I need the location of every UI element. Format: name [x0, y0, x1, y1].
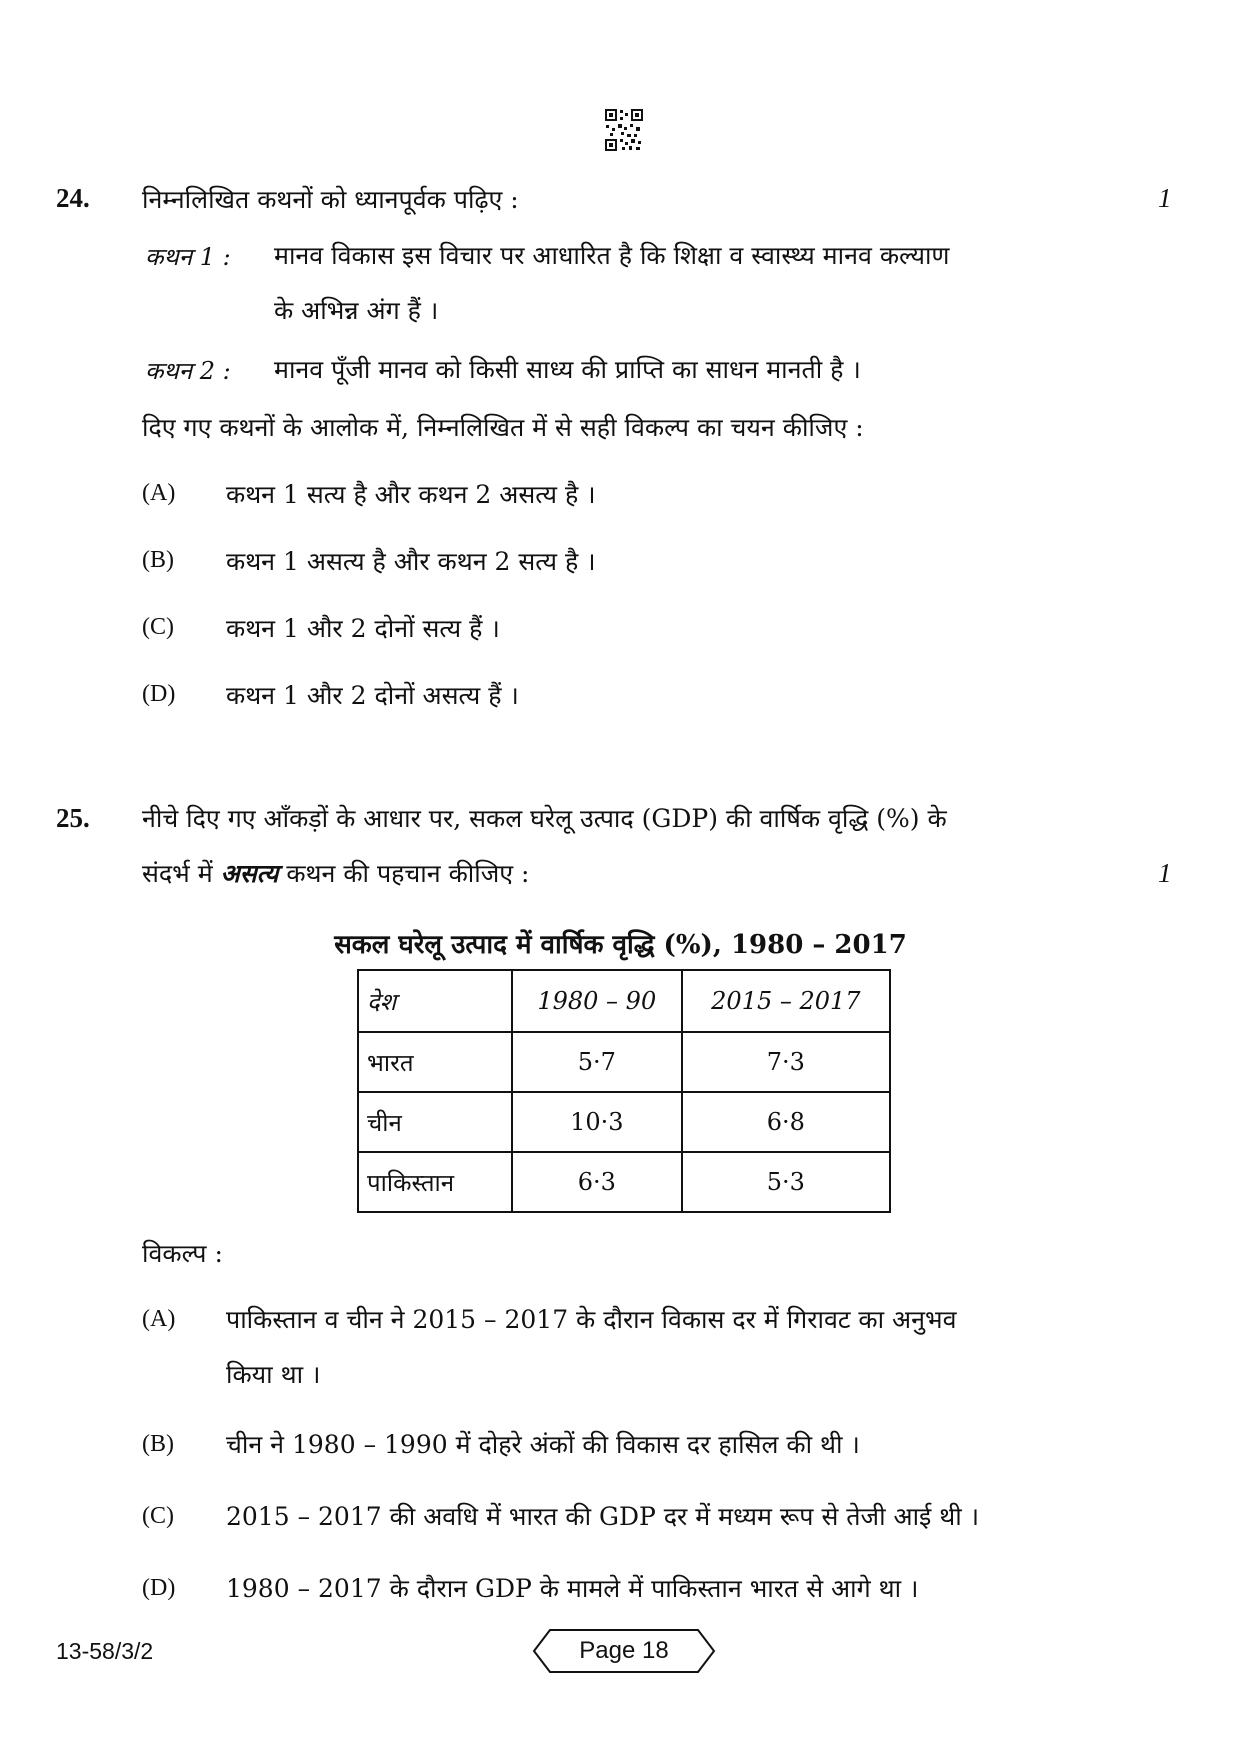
question-number: 24. — [56, 183, 90, 213]
option-a-text[interactable]: कथन 1 सत्य है और कथन 2 असत्य है । — [226, 480, 596, 509]
option-d-text[interactable]: 1980 – 2017 के दौरान GDP के मामले में पाकिस्तान भारत से आगे था । — [226, 1574, 919, 1603]
statement-2-text: मानव पूँजी मानव को किसी साध्य की प्राप्ति का साधन मानती है । — [274, 355, 861, 384]
option-b-text[interactable]: चीन ने 1980 – 1990 में दोहरे अंकों की विकास दर हासिल की थी । — [226, 1430, 860, 1459]
qr-code-icon — [604, 108, 644, 152]
paper-code: 13-58/3/2 — [56, 1638, 154, 1664]
table-cell: 6·8 — [682, 1092, 890, 1152]
question-stem: निम्नलिखित कथनों को ध्यानपूर्वक पढ़िए : — [142, 185, 519, 214]
option-c-label[interactable]: (C) — [142, 614, 174, 640]
question-stem-cont — [142, 856, 529, 890]
option-d-label[interactable]: (D) — [142, 681, 176, 707]
question-stem: नीचे दिए गए आँकड़ों के आधार पर, सकल घरेलू उत्पाद (GDP) की वार्षिक वृद्धि (%) के — [142, 804, 947, 833]
option-d-text[interactable]: कथन 1 और 2 दोनों असत्य हैं । — [226, 681, 519, 710]
option-c-label[interactable]: (C) — [142, 1503, 174, 1529]
table-cell-country: चीन — [358, 1092, 512, 1152]
stem-text-post: कथन की पहचान कीजिए : — [278, 859, 530, 888]
stem-text-pre: संदर्भ में — [142, 859, 221, 888]
table-cell: 5·7 — [512, 1032, 682, 1092]
page-number: Page 18 — [579, 1637, 669, 1664]
stem-emphasis: असत्य — [220, 859, 279, 888]
option-a-label[interactable]: (A) — [142, 1306, 176, 1332]
statement-1-text: मानव विकास इस विचार पर आधारित है कि शिक्षा व स्वास्थ्य मानव कल्याण — [274, 241, 950, 270]
table-cell: 6·3 — [512, 1152, 682, 1212]
options-heading: विकल्प : — [142, 1239, 223, 1268]
option-b-label[interactable]: (B) — [142, 1431, 174, 1457]
table-header-cell: 1980 – 90 — [512, 970, 682, 1032]
table-row — [358, 1032, 890, 1092]
table-cell: 7·3 — [682, 1032, 890, 1092]
table-cell: 10·3 — [512, 1092, 682, 1152]
option-b-text[interactable]: कथन 1 असत्य है और कथन 2 सत्य है । — [226, 547, 596, 576]
statement-2-label: कथन 2 : — [145, 357, 231, 385]
question-marks: 1 — [1158, 858, 1172, 888]
table-row — [358, 1152, 890, 1212]
table-row — [358, 1092, 890, 1152]
statement-1-text-cont: के अभिन्न अंग हैं । — [274, 296, 439, 325]
option-c-text[interactable]: 2015 – 2017 की अवधि में भारत की GDP दर में मध्यम रूप से तेजी आई थी । — [226, 1502, 980, 1531]
table-cell-country: पाकिस्तान — [358, 1152, 512, 1212]
question-marks: 1 — [1158, 183, 1172, 213]
table-cell: 5·3 — [682, 1152, 890, 1212]
option-b-label[interactable]: (B) — [142, 547, 174, 573]
option-a-text-cont[interactable]: किया था । — [226, 1360, 321, 1389]
option-a-label[interactable]: (A) — [142, 480, 176, 506]
question-number: 25. — [56, 803, 90, 833]
question-instruction: दिए गए कथनों के आलोक में, निम्नलिखित में से सही विकल्प का चयन कीजिए : — [142, 413, 864, 442]
table-header-cell: 2015 – 2017 — [682, 970, 890, 1032]
table-caption: सकल घरेलू उत्पाद में वार्षिक वृद्धि (%), 1980 – 2017 — [334, 930, 907, 960]
table-cell-country: भारत — [358, 1032, 512, 1092]
page-number-badge — [532, 1628, 716, 1674]
option-c-text[interactable]: कथन 1 और 2 दोनों सत्य हैं । — [226, 614, 500, 643]
option-a-text[interactable]: पाकिस्तान व चीन ने 2015 – 2017 के दौरान विकास दर में गिरावट का अनुभव — [226, 1305, 957, 1334]
option-d-label[interactable]: (D) — [142, 1575, 176, 1601]
statement-1-label: कथन 1 : — [145, 243, 231, 271]
table-header-cell: देश — [358, 970, 512, 1032]
table-header-row — [358, 970, 890, 1032]
gdp-growth-table — [357, 969, 891, 1213]
